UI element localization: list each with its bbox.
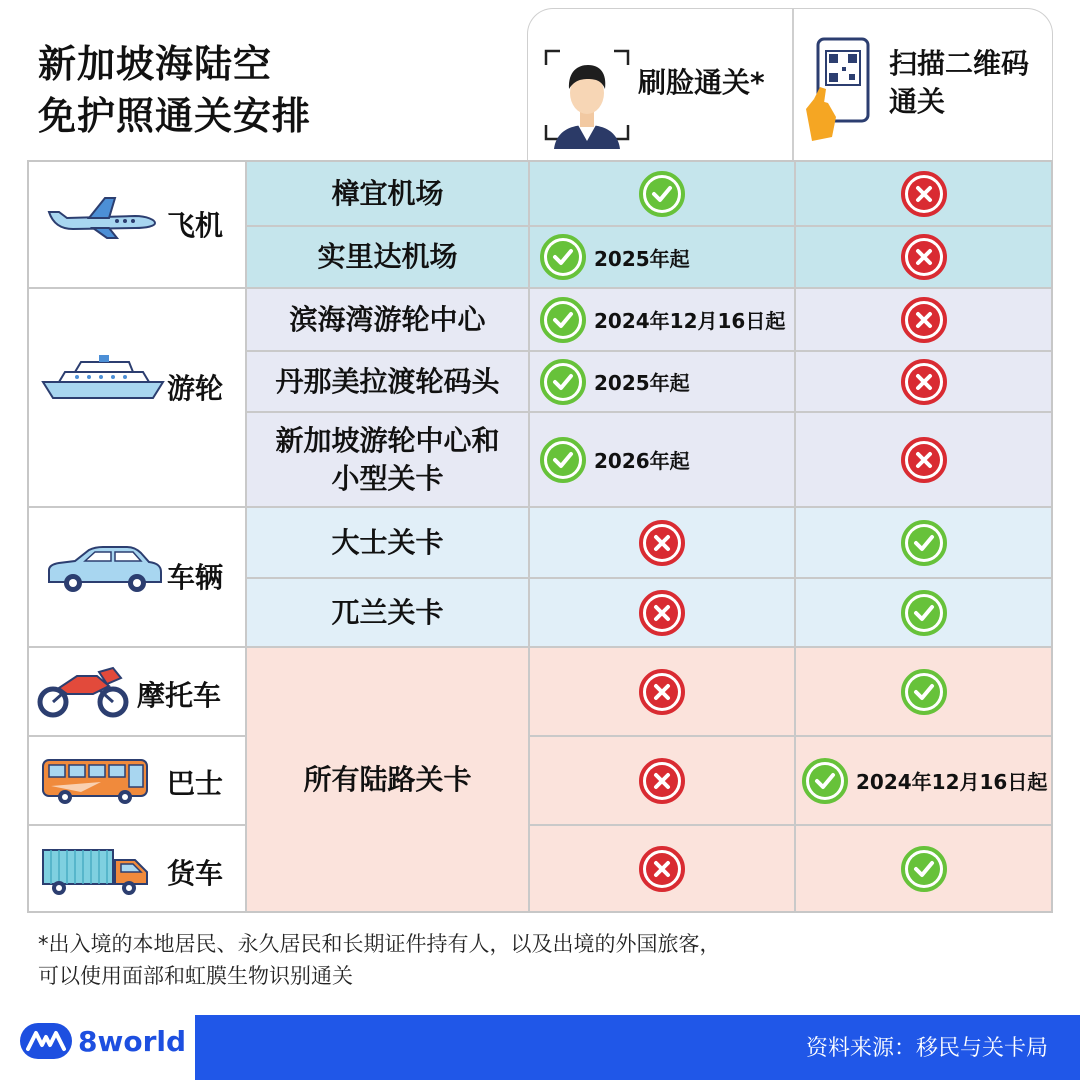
- qr-column-label: [889, 45, 1029, 121]
- group-label-ship: 游轮: [167, 372, 224, 405]
- check-icon: [540, 234, 586, 280]
- woodlands-qr-cell: [794, 577, 1051, 646]
- truck-qr-cell: [794, 824, 1051, 911]
- site-tuas: 大士关卡: [245, 506, 528, 577]
- footnote: [38, 928, 721, 992]
- cross-icon: [639, 590, 685, 636]
- check-icon: [901, 669, 947, 715]
- sg-cruise-qr-cell: [794, 411, 1051, 506]
- check-icon: [901, 520, 947, 566]
- site-changi: 樟宜机场: [245, 162, 528, 225]
- group-label-motorbike: 摩托车: [137, 679, 222, 712]
- cruise-ship-icon: [41, 354, 166, 402]
- sg-cruise-face-note: 2026年起: [594, 449, 690, 473]
- qr-column-label-2: 通关: [889, 85, 946, 118]
- site-sg-cruise-line-2: 小型关卡: [331, 461, 444, 495]
- tanah-merah-face-cell: [528, 350, 794, 411]
- qr-column-label-1: 扫描二维码: [889, 47, 1030, 80]
- check-icon: [540, 437, 586, 483]
- check-icon: [639, 171, 685, 217]
- site-all-land: 所有陆路关卡: [245, 646, 528, 911]
- cross-icon: [901, 437, 947, 483]
- cross-icon: [901, 171, 947, 217]
- tuas-face-cell: [528, 506, 794, 577]
- qr-phone-icon: [806, 37, 876, 145]
- 8world-logo-icon: [20, 1023, 72, 1059]
- car-icon: [45, 544, 165, 594]
- airplane-icon: [43, 192, 163, 240]
- tanah-merah-face-note: 2025年起: [594, 371, 690, 395]
- sg-cruise-face-cell: [528, 411, 794, 506]
- source-text: 资料来源：移民与关卡局: [805, 1036, 1048, 1061]
- bus-qr-cell: [794, 735, 1051, 824]
- motorbike-icon: [37, 664, 129, 718]
- face-scan-icon: [544, 49, 630, 149]
- truck-icon: [41, 846, 151, 898]
- marina-face-cell: [528, 287, 794, 350]
- page-title: [38, 38, 311, 142]
- tuas-qr-cell: [794, 506, 1051, 577]
- site-tanah-merah: 丹那美拉渡轮码头: [245, 350, 528, 411]
- group-label-car: 车辆: [167, 561, 224, 594]
- cross-icon: [639, 520, 685, 566]
- cross-icon: [901, 359, 947, 405]
- site-marina-bay: 滨海湾游轮中心: [245, 287, 528, 350]
- check-icon: [540, 297, 586, 343]
- seletar-qr-cell: [794, 225, 1051, 287]
- bus-qr-note: 2024年12月16日起: [856, 770, 1048, 794]
- marina-face-note: 2024年12月16日起: [594, 309, 786, 333]
- cross-icon: [639, 669, 685, 715]
- column-header-face: [527, 8, 793, 160]
- site-woodlands: 兀兰关卡: [245, 577, 528, 646]
- face-column-label: 刷脸通关*: [638, 66, 765, 99]
- check-icon: [540, 359, 586, 405]
- seletar-face-cell: [528, 225, 794, 287]
- brand-name: 8world: [78, 1024, 187, 1058]
- cross-icon: [901, 234, 947, 280]
- column-header-qr: [793, 8, 1053, 160]
- check-icon: [802, 758, 848, 804]
- cross-icon: [639, 846, 685, 892]
- motorbike-qr-cell: [794, 646, 1051, 735]
- seletar-face-note: 2025年起: [594, 246, 690, 271]
- group-label-bus: 巴士: [167, 767, 224, 800]
- motorbike-face-cell: [528, 646, 794, 735]
- marina-qr-cell: [794, 287, 1051, 350]
- source-bar: [195, 1015, 1080, 1080]
- changi-qr-cell: [794, 162, 1051, 225]
- cross-icon: [639, 758, 685, 804]
- group-label-truck: 货车: [167, 857, 224, 890]
- woodlands-face-cell: [528, 577, 794, 646]
- bus-icon: [41, 756, 151, 806]
- footnote-line-1: *出入境的本地居民、永久居民和长期证件持有人，以及出境的外国旅客，: [38, 932, 721, 956]
- title-line-2: 免护照通关安排: [38, 94, 312, 138]
- truck-face-cell: [528, 824, 794, 911]
- check-icon: [901, 590, 947, 636]
- site-sg-cruise-centre: [245, 411, 528, 506]
- brand-logo: [20, 1016, 186, 1066]
- group-label-plane: 飞机: [167, 209, 224, 242]
- title-line-1: 新加坡海陆空: [38, 42, 273, 86]
- tanah-merah-qr-cell: [794, 350, 1051, 411]
- changi-face-cell: [528, 162, 794, 225]
- clearance-table: [27, 160, 1053, 913]
- bus-face-cell: [528, 735, 794, 824]
- site-sg-cruise-line-1: 新加坡游轮中心和: [275, 423, 500, 457]
- cross-icon: [901, 297, 947, 343]
- site-seletar: 实里达机场: [245, 225, 528, 287]
- footnote-line-2: 可以使用面部和虹膜生物识别通关: [38, 964, 353, 988]
- check-icon: [901, 846, 947, 892]
